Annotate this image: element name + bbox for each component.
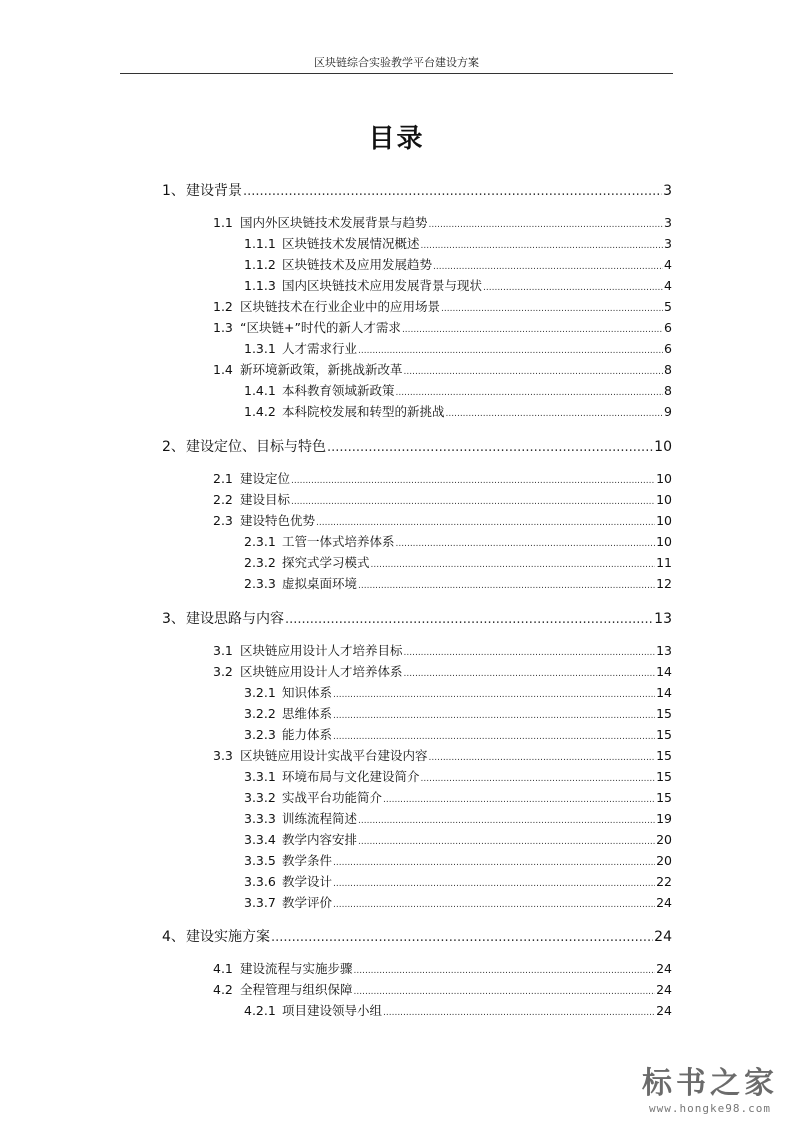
toc-entry-page: 14 bbox=[656, 685, 672, 700]
toc-entry-level-2[interactable] bbox=[213, 959, 672, 977]
toc-dot-leader bbox=[383, 1008, 655, 1018]
toc-entry-number: 3.2.2 bbox=[244, 706, 276, 721]
toc-entry-title: 探究式学习模式 bbox=[282, 555, 370, 570]
toc-entry-page: 19 bbox=[656, 811, 672, 826]
toc-entry-title: 教学评价 bbox=[282, 895, 333, 910]
toc-entry-number: 3.3.6 bbox=[244, 874, 276, 889]
watermark-logo bbox=[630, 1058, 790, 1115]
toc-entry-title: 区块链应用设计人才培养体系 bbox=[240, 664, 403, 679]
toc-entry-number: 2、 bbox=[162, 439, 185, 455]
toc-entry-level-2[interactable] bbox=[213, 746, 672, 764]
toc-entry-page: 4 bbox=[664, 257, 672, 272]
toc-entry-page: 15 bbox=[656, 706, 672, 721]
toc-entry-level-2[interactable] bbox=[213, 662, 672, 680]
watermark-url: www.hongke98.com bbox=[649, 1102, 771, 1115]
toc-dot-leader bbox=[429, 753, 656, 763]
toc-dot-leader bbox=[358, 816, 655, 826]
toc-entry-page: 24 bbox=[656, 1003, 672, 1018]
toc-entry-level-3[interactable] bbox=[244, 725, 672, 743]
toc-entry-level-2[interactable] bbox=[213, 297, 672, 315]
toc-entry-number: 3.3.4 bbox=[244, 832, 276, 847]
toc-entry-title: 区块链技术发展情况概述 bbox=[282, 236, 420, 251]
toc-dot-leader bbox=[371, 560, 656, 570]
toc-entry-title: 建设流程与实施步骤 bbox=[240, 961, 353, 976]
toc-entry-number: 4、 bbox=[162, 929, 185, 945]
toc-entry-page: 10 bbox=[656, 492, 672, 507]
toc-entry-page: 6 bbox=[664, 341, 672, 356]
toc-entry-page: 22 bbox=[656, 874, 672, 889]
toc-entry-number: 1.1.3 bbox=[244, 278, 276, 293]
toc-entry-number: 2.3.1 bbox=[244, 534, 276, 549]
toc-entry-level-3[interactable] bbox=[244, 553, 672, 571]
toc-dot-leader bbox=[404, 367, 664, 377]
toc-dot-leader bbox=[333, 732, 655, 742]
toc-entry-page: 8 bbox=[664, 362, 672, 377]
toc-entry-page: 3 bbox=[664, 236, 672, 251]
toc-entry-level-3[interactable] bbox=[244, 704, 672, 722]
toc-dot-leader bbox=[243, 183, 662, 199]
toc-entry-title: 项目建设领导小组 bbox=[282, 1003, 383, 1018]
toc-entry-number: 3.3.1 bbox=[244, 769, 276, 784]
toc-dot-leader bbox=[316, 518, 655, 528]
toc-entry-number: 4.2 bbox=[213, 982, 233, 997]
toc-entry-number: 3.2.3 bbox=[244, 727, 276, 742]
toc-entry-title: 教学内容安排 bbox=[282, 832, 358, 847]
toc-entry-title: 国内区块链技术应用发展背景与现状 bbox=[282, 278, 483, 293]
toc-entry-number: 2.2 bbox=[213, 492, 233, 507]
toc-entry-level-2[interactable] bbox=[213, 490, 672, 508]
toc-dot-leader bbox=[333, 858, 655, 868]
toc-entry-title: 建设实施方案 bbox=[186, 929, 270, 945]
toc-entry-title: 区块链技术及应用发展趋势 bbox=[282, 257, 433, 272]
toc-entry-number: 3.2 bbox=[213, 664, 233, 679]
toc-entry-number: 1.4 bbox=[213, 362, 233, 377]
toc-entry-title: 环境布局与文化建设简介 bbox=[282, 769, 420, 784]
toc-entry-page: 3 bbox=[664, 215, 672, 230]
toc-dot-leader bbox=[354, 987, 656, 997]
toc-entry-number: 1.1 bbox=[213, 215, 233, 230]
toc-dot-leader bbox=[483, 283, 663, 293]
toc-entry-level-3[interactable] bbox=[244, 574, 672, 592]
toc-entry-title: 人才需求行业 bbox=[282, 341, 358, 356]
toc-dot-leader bbox=[429, 220, 664, 230]
toc-dot-leader bbox=[333, 900, 655, 910]
toc-entry-title: 虚拟桌面环境 bbox=[282, 576, 358, 591]
toc-entry-number: 3.1 bbox=[213, 643, 233, 658]
toc-dot-leader bbox=[433, 262, 663, 272]
toc-entry-page: 10 bbox=[654, 439, 672, 455]
toc-entry-title: 建设目标 bbox=[240, 492, 291, 507]
toc-entry-title: 知识体系 bbox=[282, 685, 333, 700]
toc-entry-level-3[interactable] bbox=[244, 402, 672, 420]
toc-entry-page: 14 bbox=[656, 664, 672, 679]
toc-dot-leader bbox=[446, 409, 664, 419]
toc-entry-page: 13 bbox=[656, 643, 672, 658]
toc-entry-page: 3 bbox=[663, 183, 672, 199]
toc-entry-title: 建设思路与内容 bbox=[186, 611, 284, 627]
toc-entry-level-3[interactable] bbox=[244, 276, 672, 294]
toc-entry-level-2[interactable] bbox=[213, 980, 672, 998]
toc-entry-level-3[interactable] bbox=[244, 830, 672, 848]
toc-entry-title: 建设定位 bbox=[240, 471, 291, 486]
toc-entry-page: 15 bbox=[656, 727, 672, 742]
toc-dot-leader bbox=[396, 388, 664, 398]
toc-entry-title: “区块链+”时代的新人才需求 bbox=[240, 320, 401, 335]
toc-entry-title: 本科院校发展和转型的新挑战 bbox=[282, 404, 445, 419]
toc-dot-leader bbox=[358, 837, 655, 847]
toc-entry-level-2[interactable] bbox=[213, 469, 672, 487]
toc-dot-leader bbox=[358, 346, 663, 356]
toc-dot-leader bbox=[327, 439, 653, 455]
toc-entry-level-3[interactable] bbox=[244, 381, 672, 399]
toc-entry-title: 工管一体式培养体系 bbox=[282, 534, 395, 549]
toc-entry-number: 1.1.2 bbox=[244, 257, 276, 272]
toc-entry-page: 6 bbox=[664, 320, 672, 335]
toc-entry-number: 4.1 bbox=[213, 961, 233, 976]
toc-entry-level-2[interactable] bbox=[213, 360, 672, 378]
toc-entry-page: 24 bbox=[656, 895, 672, 910]
toc-entry-page: 4 bbox=[664, 278, 672, 293]
toc-entry-page: 9 bbox=[664, 404, 672, 419]
toc-entry-number: 3.3.3 bbox=[244, 811, 276, 826]
toc-entry-title: 教学条件 bbox=[282, 853, 333, 868]
toc-dot-leader bbox=[402, 325, 663, 335]
toc-entry-page: 24 bbox=[656, 982, 672, 997]
toc-dot-leader bbox=[404, 669, 656, 679]
toc-entry-page: 12 bbox=[656, 576, 672, 591]
toc-entry-number: 2.1 bbox=[213, 471, 233, 486]
toc-entry-number: 2.3.3 bbox=[244, 576, 276, 591]
toc-entry-title: 国内外区块链技术发展背景与趋势 bbox=[240, 215, 428, 230]
toc-dot-leader bbox=[291, 497, 655, 507]
toc-entry-title: 全程管理与组织保障 bbox=[240, 982, 353, 997]
toc-dot-leader bbox=[358, 581, 655, 591]
toc-entry-title: 教学设计 bbox=[282, 874, 333, 889]
toc-entry-level-3[interactable] bbox=[244, 809, 672, 827]
toc-dot-leader bbox=[354, 966, 656, 976]
toc-dot-leader bbox=[333, 690, 655, 700]
toc-entry-level-2[interactable] bbox=[213, 318, 672, 336]
toc-entry-page: 24 bbox=[656, 961, 672, 976]
toc-entry-number: 1.2 bbox=[213, 299, 233, 314]
toc-entry-number: 2.3.2 bbox=[244, 555, 276, 570]
toc-entry-number: 3.3 bbox=[213, 748, 233, 763]
toc-entry-title: 能力体系 bbox=[282, 727, 333, 742]
toc-entry-page: 24 bbox=[654, 929, 672, 945]
toc-entry-title: 训练流程简述 bbox=[282, 811, 358, 826]
toc-entry-level-3[interactable] bbox=[244, 532, 672, 550]
toc-entry-number: 2.3 bbox=[213, 513, 233, 528]
toc-dot-leader bbox=[421, 241, 664, 251]
toc-entry-number: 1、 bbox=[162, 183, 185, 199]
toc-entry-level-3[interactable] bbox=[244, 255, 672, 273]
toc-entry-page: 5 bbox=[664, 299, 672, 314]
toc-entry-number: 1.1.1 bbox=[244, 236, 276, 251]
toc-entry-level-3[interactable] bbox=[244, 893, 672, 911]
toc-entry-level-3[interactable] bbox=[244, 767, 672, 785]
toc-dot-leader bbox=[271, 929, 653, 945]
toc-entry-number: 3.3.2 bbox=[244, 790, 276, 805]
toc-entry-page: 15 bbox=[656, 790, 672, 805]
toc-entry-title: 建设特色优势 bbox=[240, 513, 316, 528]
toc-entry-level-3[interactable] bbox=[244, 788, 672, 806]
page-title: 目录 bbox=[368, 124, 425, 154]
toc-dot-leader bbox=[441, 304, 663, 314]
toc-entry-title: 区块链应用设计人才培养目标 bbox=[240, 643, 403, 658]
toc-entry-page: 11 bbox=[656, 555, 672, 570]
toc-entry-level-3[interactable] bbox=[244, 234, 672, 252]
toc-entry-number: 1.3 bbox=[213, 320, 233, 335]
toc-entry-number: 1.4.2 bbox=[244, 404, 276, 419]
toc-dot-leader bbox=[291, 476, 655, 486]
toc-entry-number: 3.3.7 bbox=[244, 895, 276, 910]
toc-entry-level-1[interactable] bbox=[162, 608, 672, 628]
toc-entry-level-1[interactable] bbox=[162, 436, 672, 456]
toc-dot-leader bbox=[285, 611, 653, 627]
toc-entry-level-3[interactable] bbox=[244, 339, 672, 357]
toc-dot-leader bbox=[421, 774, 656, 784]
toc-entry-level-2[interactable] bbox=[213, 213, 672, 231]
toc-entry-title: 新环境新政策，新挑战新改革 bbox=[240, 362, 403, 377]
toc-entry-level-3[interactable] bbox=[244, 1001, 672, 1019]
toc-entry-level-2[interactable] bbox=[213, 641, 672, 659]
toc-entry-level-1[interactable] bbox=[162, 180, 672, 200]
toc-entry-page: 15 bbox=[656, 748, 672, 763]
toc-entry-page: 10 bbox=[656, 471, 672, 486]
toc-entry-page: 10 bbox=[656, 534, 672, 549]
toc-entry-title: 实战平台功能简介 bbox=[282, 790, 383, 805]
toc-dot-leader bbox=[404, 648, 656, 658]
watermark-brand: 标书之家 bbox=[642, 1066, 778, 1101]
toc-entry-title: 区块链应用设计实战平台建设内容 bbox=[240, 748, 428, 763]
toc-dot-leader bbox=[333, 711, 655, 721]
toc-entry-title: 区块链技术在行业企业中的应用场景 bbox=[240, 299, 441, 314]
toc-entry-title: 建设背景 bbox=[186, 183, 242, 199]
toc-entry-number: 3、 bbox=[162, 611, 185, 627]
toc-entry-level-3[interactable] bbox=[244, 683, 672, 701]
toc-entry-number: 3.3.5 bbox=[244, 853, 276, 868]
running-header: 区块链综合实验教学平台建设方案 bbox=[314, 56, 479, 69]
toc-entry-title: 本科教育领域新政策 bbox=[282, 383, 395, 398]
toc-entry-level-2[interactable] bbox=[213, 511, 672, 529]
toc-entry-number: 4.2.1 bbox=[244, 1003, 276, 1018]
toc-entry-page: 15 bbox=[656, 769, 672, 784]
toc-entry-number: 3.2.1 bbox=[244, 685, 276, 700]
toc-entry-level-3[interactable] bbox=[244, 851, 672, 869]
toc-entry-level-1[interactable] bbox=[162, 926, 672, 946]
toc-entry-title: 建设定位、目标与特色 bbox=[186, 439, 326, 455]
toc-dot-leader bbox=[333, 879, 655, 889]
toc-entry-page: 20 bbox=[656, 853, 672, 868]
toc-dot-leader bbox=[396, 539, 656, 549]
toc-entry-page: 10 bbox=[656, 513, 672, 528]
toc-entry-page: 13 bbox=[654, 611, 672, 627]
toc-entry-number: 1.3.1 bbox=[244, 341, 276, 356]
toc-entry-number: 1.4.1 bbox=[244, 383, 276, 398]
toc-entry-page: 8 bbox=[664, 383, 672, 398]
toc-entry-page: 20 bbox=[656, 832, 672, 847]
toc-entry-level-3[interactable] bbox=[244, 872, 672, 890]
toc-entry-title: 思维体系 bbox=[282, 706, 333, 721]
toc-dot-leader bbox=[383, 795, 655, 805]
